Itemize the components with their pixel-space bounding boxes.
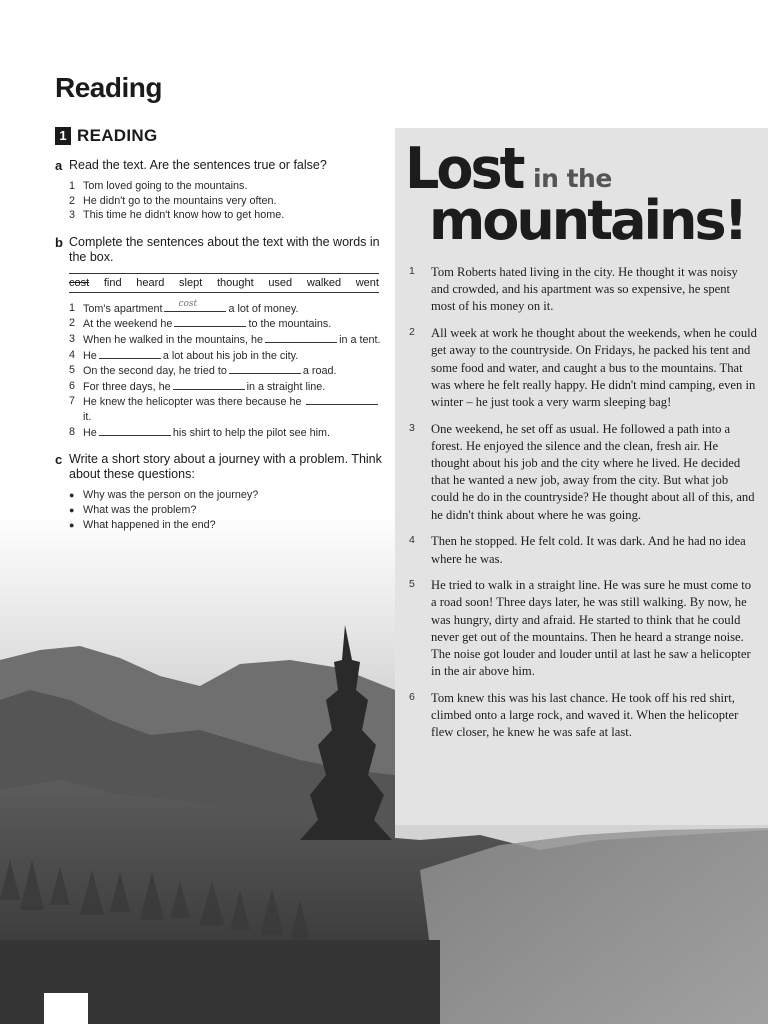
section-heading (55, 126, 158, 146)
list-item: 3 When he walked in the mountains, he in a tent. (69, 332, 381, 346)
task-instruction: Write a short story about a journey with a problem. Think about these questions: (69, 452, 382, 482)
example-answer: cost (178, 298, 198, 309)
list-item: 1 Tom loved going to the mountains. (69, 180, 248, 192)
exercises-column (55, 158, 385, 545)
task-letter: b (55, 234, 63, 250)
word-box-item: slept (179, 276, 203, 289)
page-corner-box (44, 993, 88, 1024)
word-box-item: heard (136, 276, 165, 289)
answer-blank[interactable] (99, 348, 161, 359)
question-list (69, 488, 385, 533)
list-item: 2 He didn't go to the mountains very often. (69, 194, 277, 207)
word-box-item: find (103, 276, 122, 289)
task-c (55, 452, 385, 533)
list-item: 2 At the weekend he to the mountains. (69, 317, 332, 331)
story-title-lost: Lost (405, 135, 523, 202)
section-title: READING (77, 126, 158, 145)
task-letter: c (55, 452, 63, 468)
word-box (69, 273, 379, 293)
answer-blank[interactable] (174, 316, 246, 327)
bullet-icon: ● (69, 505, 75, 516)
section-number: 1 (55, 127, 71, 145)
list-item: ● What was the problem? (69, 504, 197, 517)
task-instruction: Complete the sentences about the text with the words in the box. (69, 234, 380, 264)
page-title: Reading (55, 72, 162, 103)
word-box-item: thought (216, 276, 254, 289)
story-title-mountains: mountains! (429, 189, 746, 252)
bullet-icon: ● (69, 490, 75, 501)
list-item: 3 This time he didn't know how to get home. (69, 209, 285, 222)
story-paragraph: 5 He tried to walk in a straight line. He was sure he must come to a road soon! Three days later, he was still walking. By now, he was hungry, dirty and afraid. He started to think that he could never get out of the mountains. Then he heard a strange noise. The noise got louder and louder until at last he saw a helicopter in the air above him. (409, 578, 752, 679)
gap-fill-list (69, 298, 385, 440)
list-item: ● Why was the person on the journey? (69, 489, 259, 502)
answer-blank[interactable] (164, 298, 226, 312)
list-item: 4 He a lot about his job in the city. (69, 348, 299, 362)
task-instruction: Read the text. Are the sentences true or false? (69, 158, 327, 172)
story-paragraph: 6 Tom knew this was his last chance. He took off his red shirt, climbed onto a large rock, and waved it. When the helicopter flew closer, he knew he was safe at last. (409, 690, 739, 740)
story-paragraph: 1 Tom Roberts hated living in the city. He thought it was noisy and crowded, and his apartment was so expensive, he spent most of his money on it. (409, 265, 738, 314)
word-box-item: walked (306, 276, 342, 289)
answer-blank[interactable] (229, 363, 301, 374)
story-panel (395, 128, 768, 825)
story-paragraph: 3 One weekend, he set off as usual. He followed a path into a forest. He enjoyed the silence and the clean, fresh air. He thought about his job and the city where he lived. He decided that he wanted a new job, away from the city. But what job could he do in the countryside? He thought about all of this, and he didn't think about where he was going. (409, 421, 755, 522)
list-item: ● What happened in the end? (69, 519, 216, 532)
story-title-in-the: in the (533, 164, 612, 193)
answer-blank[interactable] (173, 379, 245, 390)
word-box-item: went (355, 276, 379, 289)
list-item: 6 For three days, he in a straight line. (69, 379, 326, 393)
list-item: 7 He knew the helicopter was there because he it. (69, 394, 385, 424)
task-letter: a (55, 158, 63, 173)
word-box-item: cost (69, 276, 90, 289)
answer-blank[interactable] (99, 425, 171, 436)
story-paragraph: 4 Then he stopped. He felt cold. It was dark. And he had no idea where he was. (409, 534, 746, 566)
answer-blank[interactable] (265, 332, 337, 343)
bullet-icon: ● (69, 520, 75, 531)
word-box-item: used (268, 276, 293, 289)
task-b (55, 235, 385, 440)
story-body (409, 264, 757, 751)
list-item: 8 He his shirt to help the pilot see him. (69, 425, 331, 439)
list-item: 5 On the second day, he tried to a road. (69, 364, 337, 378)
list-item: 1 Tom's apartment cost a lot of money. (69, 298, 299, 315)
statement-list (69, 179, 385, 223)
story-paragraph: 2 All week at work he thought about the weekends, when he could get away to the countryside. On Fridays, he packed his tent and some food and water, and caught a bus to the mountains. That was where he felt really happy. He didn't mind camping, even in winter – he just took a very warm sleeping bag! (409, 326, 757, 409)
answer-blank[interactable] (306, 394, 378, 405)
task-a (55, 158, 385, 223)
